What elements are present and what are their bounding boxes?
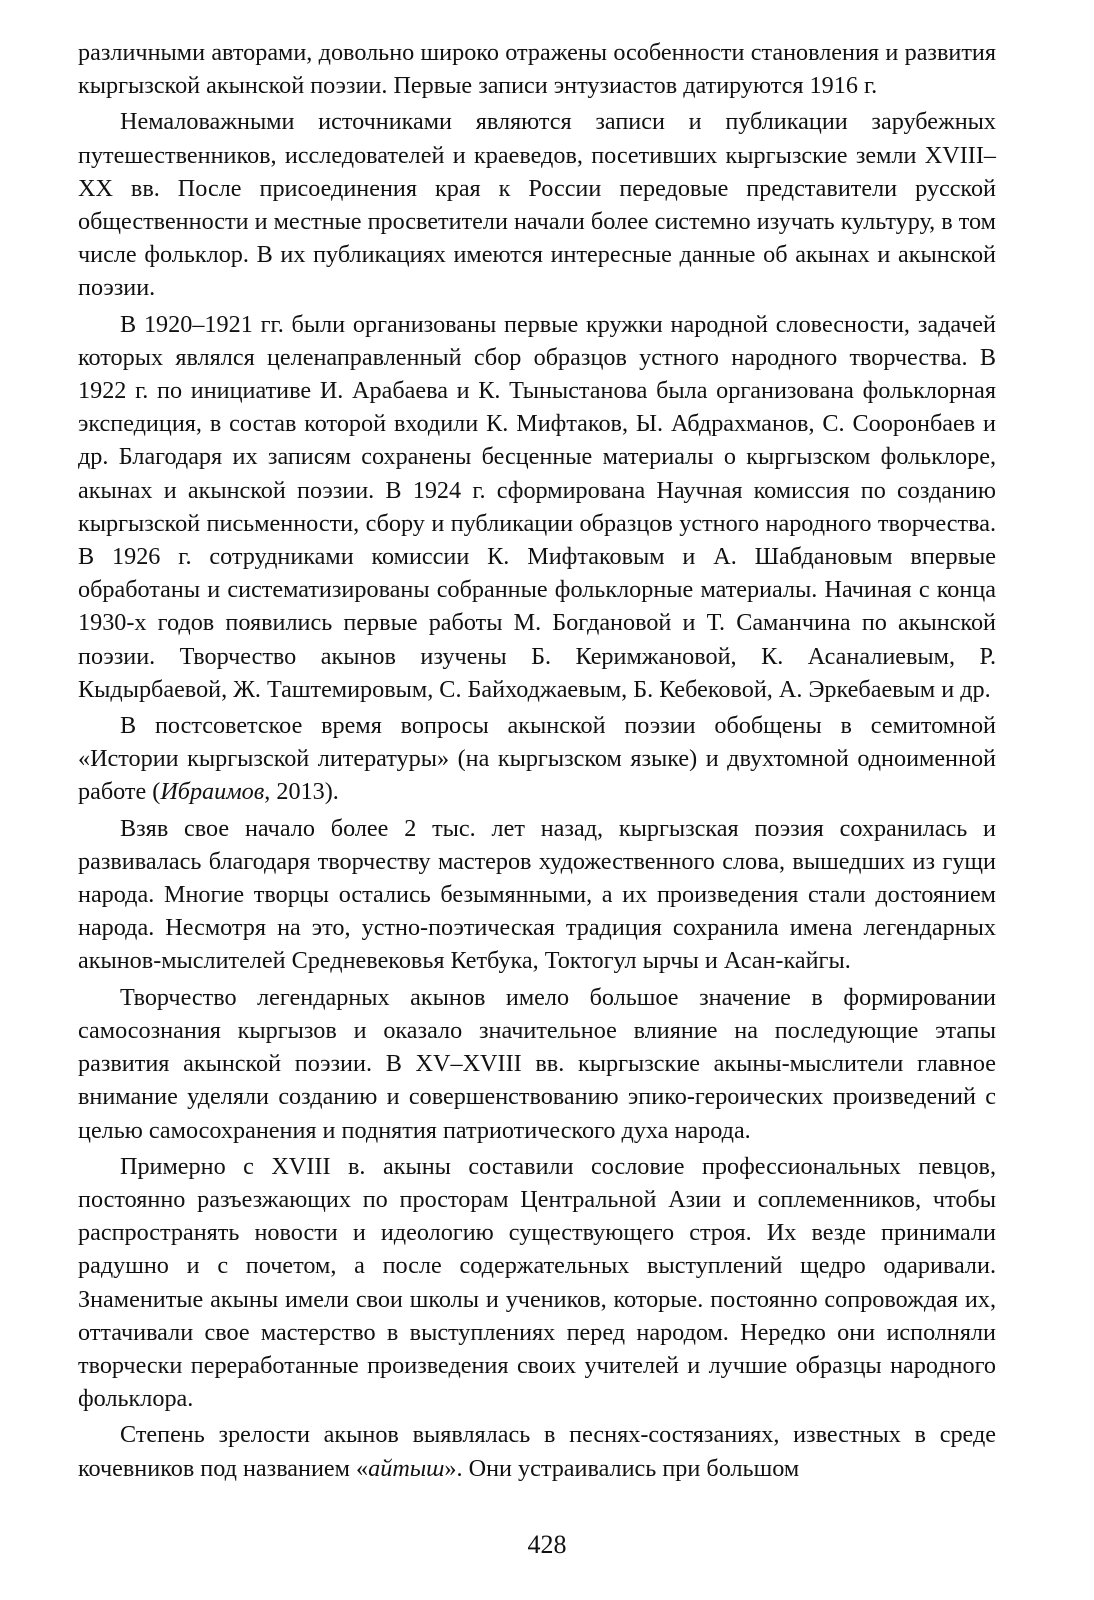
- paragraph-6: Творчество легендарных акынов имело большое значение в формировании самосознания кыргызов и оказало значительное влияние на последующие этапы развития акынской поэзии. В XV–XVIII вв. кыргызские акыны-мыслители главное внимание уделяли созданию и совершенствованию эпико-героических произведений с целью самосохранения и поднятия патриотического духа народа.: [78, 983, 996, 1144]
- paragraph-3: В 1920–1921 гг. были организованы первые кружки народной словесности, задачей которых являлся целенаправленный сбор образцов устного народного творчества. В 1922 г. по инициативе И. Арабаева и К. Тыныстанова была организована фольклорная экспедиция, в состав которой входили К. Мифтаков, Ы. Абдрахманов, С. Сооронбаев и др. Благодаря их записям сохранены бесценные материалы о кыргызском фольклоре, акынах и акынской поэзии. В 1924 г. сформирована Научная комиссия по созданию кыргызской письменности, сбору и публикации образцов устного народного творчества. В 1926 г. сотрудниками комиссии К. Мифтаковым и А. Шабдановым впервые обработаны и систематизированы собранные фольклорные материалы. Начиная с конца 1930-х годов появились первые работы М. Богдановой и Т. Саманчина по акынской поэзии. Творчество акынов изучены Б. Керимжановой, К. Асаналиевым, Р. Кыдырбаевой, Ж. Таштемировым, С. Байходжаевым, Б. Кебековой, А. Эркебаевым и др.: [78, 310, 996, 703]
- paragraph-4-text-a: В постсоветское время вопросы акынской поэзии обобщены в семитомной «Истории кыргызской литературы» (на кыргызском языке) и двухтомной одноименной работе (: [78, 712, 996, 806]
- paragraph-8-term: айтыш: [368, 1454, 445, 1482]
- page-number: 428: [527, 1530, 567, 1559]
- paragraph-1: различными авторами, довольно широко отражены особенности становления и развития кыргызской акынской поэзии. Первые записи энтузиастов датируются 1916 г.: [78, 39, 996, 100]
- paragraph-2: Немаловажными источниками являются записи и публикации зарубежных путешественников, исследователей и краеведов, посетивших кыргызские земли XVIII–XX вв. После присоединения края к России передовые представители русской общественности и местные просветители начали более системно изучать культуру, в том числе фольклор. В их публикациях имеются интересные данные об акынах и акынской поэзии.: [78, 108, 996, 302]
- paragraph-8-text-a: Степень зрелости акынов выявлялась в песнях-состязаниях, известных в среде кочевников под названием «: [78, 1421, 996, 1482]
- paragraph-4-text-b: , 2013).: [264, 778, 339, 806]
- paragraph-5: Взяв свое начало более 2 тыс. лет назад, кыргызская поэзия сохранилась и развивалась благодаря творчеству мастеров художественного слова, вышедших из гущи народа. Многие творцы остались безымянными, а их произведения стали достоянием народа. Несмотря на это, устно-поэтическая традиция сохранила имена легендарных акынов-мыслителей Средневековья Кетбука, Токтогул ырчы и Асан-кайгы.: [78, 814, 996, 975]
- paragraph-8-text-b: ». Они устраивались при большом: [444, 1454, 800, 1482]
- paragraph-4-citation-author: Ибраимов: [160, 778, 265, 806]
- paragraph-7: Примерно с XVIII в. акыны составили сословие профессиональных певцов, постоянно разъезжающих по просторам Центральной Азии и соплеменников, чтобы распространять новости и идеологию существующего строя. Их везде принимали радушно и с почетом, а после содержательных выступлений щедро одаривали. Знаменитые акыны имели свои школы и учеников, которые. постоянно сопровождая их, оттачивали свое мастерство в выступлениях перед народом. Нередко они исполняли творчески переработанные произведения своих учителей и лучшие образцы народного фольклора.: [78, 1152, 996, 1413]
- paragraph-4: [78, 709, 996, 809]
- paragraph-8: [78, 1418, 996, 1484]
- body-text: [78, 36, 996, 1485]
